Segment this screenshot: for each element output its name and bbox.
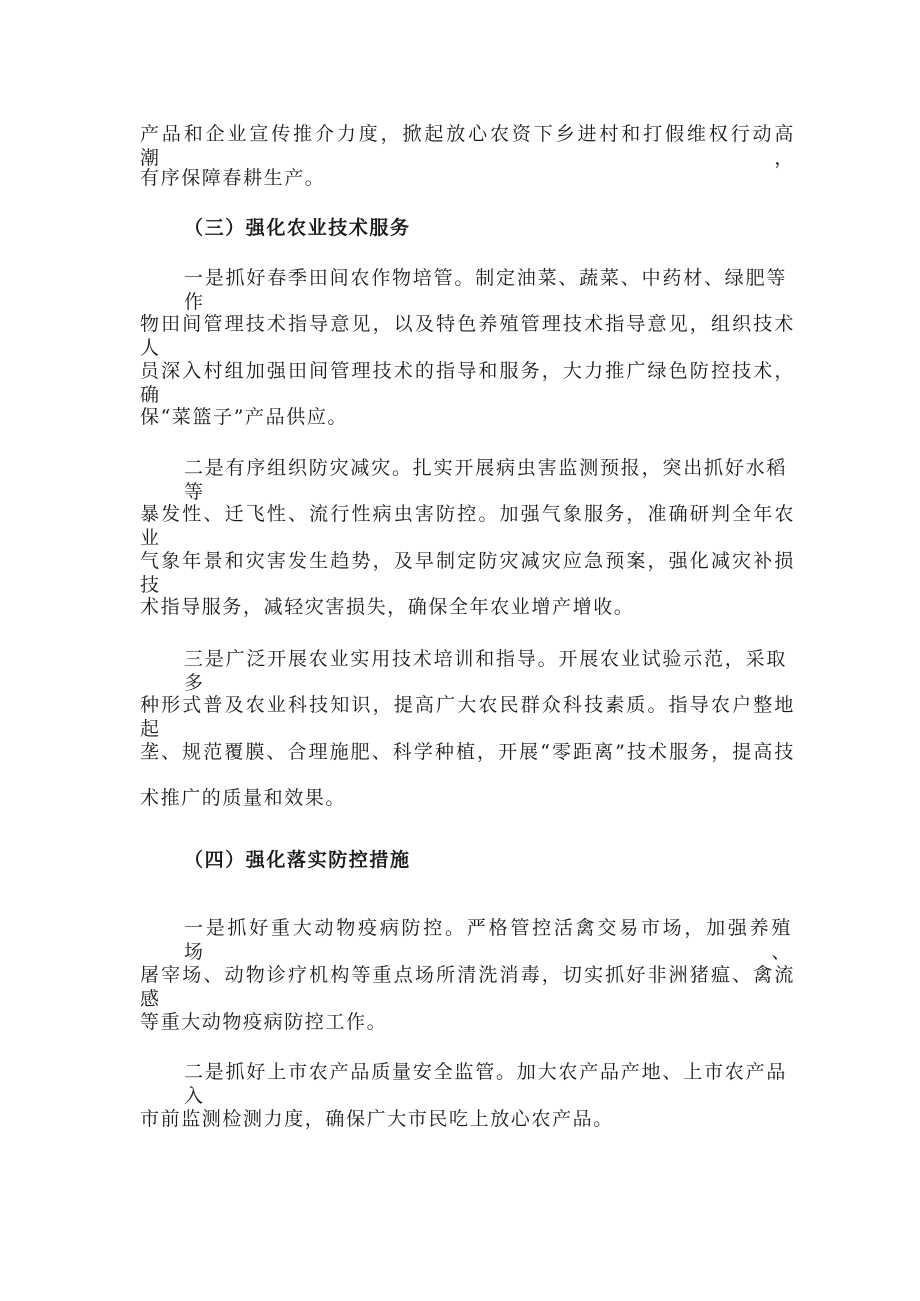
text-line: 垄、规范覆膜、合理施肥、科学种植，开展“零距离”技术服务，提高技 — [140, 741, 795, 763]
text-line: 有序保障春耕生产。 — [140, 167, 326, 189]
text-line: 保“菜篮子”产品供应。 — [140, 406, 349, 428]
text-line: 暴发性、迁飞性、流行性病虫害防控。加强气象服务，准确研判全年农业 — [140, 503, 795, 549]
section-heading-4: （四）强化落实防控措施 — [184, 849, 411, 871]
text-line: 一是抓好春季田间农作物培管。制定油菜、蔬菜、中药材、绿肥等作 — [184, 267, 787, 313]
text-line: 种形式普及农业科技知识，提高广大农民群众科技素质。指导农户整地起 — [140, 694, 795, 740]
text-line: 二是抓好上市农产品质量安全监管。加大农产品产地、上市农产品入 — [184, 1061, 787, 1107]
text-line: 二是有序组织防灾减灾。扎实开展病虫害监测预报，突出抓好水稻等 — [184, 457, 787, 503]
section-heading-3: （三）强化农业技术服务 — [184, 217, 411, 239]
text-line: 三是广泛开展农业实用技术培训和指导。开展农业试验示范，采取多 — [184, 648, 787, 694]
text-line: 市前监测检测力度，确保广大市民吃上放心农产品。 — [140, 1108, 614, 1130]
text-line: 气象年景和灾害发生趋势，及早制定防灾减灾应急预案，强化减灾补损技 — [140, 550, 795, 596]
text-line: 物田间管理技术指导意见，以及特色养殖管理技术指导意见，组织技术人 — [140, 313, 795, 359]
text-line: 术指导服务，减轻灾害损失，确保全年农业增产增收。 — [140, 596, 635, 618]
text-line: 术推广的质量和效果。 — [140, 787, 347, 809]
text-line: 员深入村组加强田间管理技术的指导和服务，大力推广绿色防控技术，确 — [140, 360, 795, 406]
text-line: 产品和企业宣传推介力度，掀起放心农资下乡进村和打假维权行动高潮， — [140, 123, 795, 169]
text-line: 屠宰场、动物诊疗机构等重点场所清洗消毒，切实抓好非洲猪瘟、禽流感 — [140, 964, 795, 1010]
text-line: 一是抓好重大动物疫病防控。严格管控活禽交易市场，加强养殖场、 — [184, 917, 792, 963]
text-line: 等重大动物疫病防控工作。 — [140, 1011, 388, 1033]
